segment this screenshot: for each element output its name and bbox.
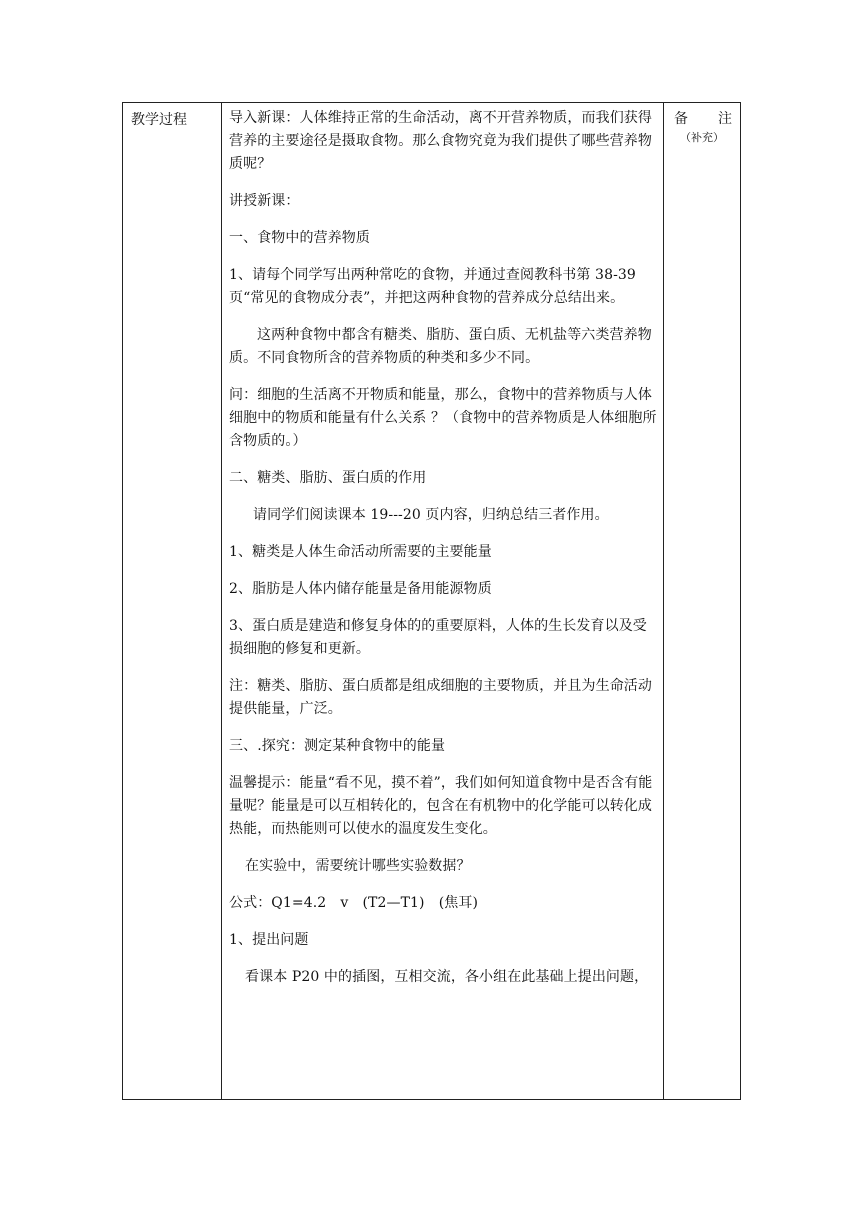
formula-paragraph: 公式：Q1=4.2 v (T2—T1) (焦耳): [229, 895, 479, 911]
tip-paragraph: 温馨提示：能量“看不见，摸不着”，我们如何知道食物中是否含有能量呢？能量是可以互相转化的，包含在有机物中的化学能可以转化成热能，而热能则可以使水的温度发生变化。: [229, 775, 653, 837]
point-carbohydrates: 1、糖类是人体生命活动所需要的主要能量: [229, 544, 492, 560]
intro-paragraph: 导入新课：人体维持正常的生命活动，离不开营养物质，而我们获得营养的主要途径是摄取食物。那么食物究竟为我们提供了哪些营养物质呢？: [229, 110, 652, 172]
data-question-paragraph: 在实验中，需要统计哪些实验数据？: [245, 858, 471, 874]
observe-paragraph: 看课本 P20 中的插图，互相交流，各小组在此基础上提出问题，: [245, 969, 649, 985]
section-heading-1: 一、食物中的营养物质: [229, 230, 370, 246]
note-header: [664, 103, 740, 129]
teaching-process-label: 教学过程: [131, 112, 187, 128]
reading-paragraph: 请同学们阅读课本 19---20 页内容，归纳总结三者作用。: [253, 507, 609, 523]
content-body: [222, 103, 663, 989]
section-heading-3: 三、.探究：测定某种食物中的能量: [229, 738, 446, 754]
note-char-1: 备: [674, 111, 688, 127]
nutrients-paragraph: 这两种食物中都含有糖类、脂肪、蛋白质、无机盐等六类营养物质。不同食物所含的营养物质的种类和多少不同。: [229, 327, 652, 366]
lesson-table: [122, 102, 741, 1100]
lecture-heading: 讲授新课：: [229, 193, 300, 209]
question-paragraph: 问：细胞的生活离不开物质和能量，那么，食物中的营养物质与人体细胞中的物质和能量有什么关系 ？（食物中的营养物质是人体细胞所含物质的。）: [229, 387, 657, 449]
note-subtitle: （补充）: [680, 131, 724, 144]
point-fat: 2、脂肪是人体内储存能量是备用能源物质: [229, 581, 492, 597]
note-paragraph: 注：糖类、脂肪、蛋白质都是组成细胞的主要物质，并且为生命活动提供能量，广泛。: [229, 678, 652, 717]
task-paragraph: 1、请每个同学写出两种常吃的食物，并通过查阅教科书第 38-39页“常见的食物成分表”，并把这两种食物的营养成分总结出来。: [229, 267, 636, 306]
lesson-row: [123, 103, 741, 1100]
note-char-2: 注: [718, 111, 732, 127]
content-cell: [222, 103, 664, 1100]
label-cell: [123, 103, 222, 1100]
step-heading: 1、提出问题: [229, 932, 309, 948]
point-protein: 3、蛋白质是建造和修复身体的的重要原料，人体的生长发育以及受损细胞的修复和更新。: [229, 618, 647, 657]
section-heading-2: 二、糖类、脂肪、蛋白质的作用: [229, 470, 427, 486]
note-cell: [664, 103, 741, 1100]
